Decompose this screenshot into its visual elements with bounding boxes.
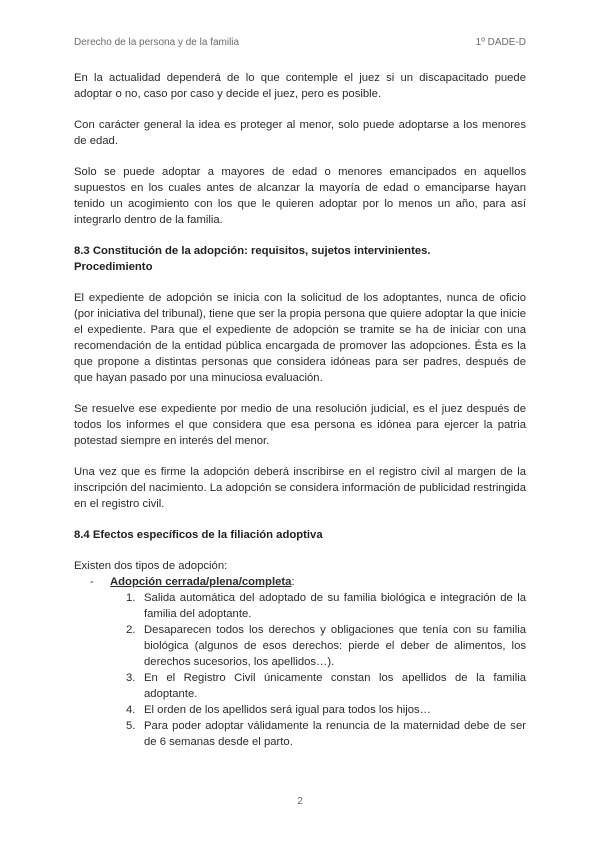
page-header [74, 37, 526, 51]
list-dash: - [90, 576, 94, 588]
numbered-list [74, 590, 526, 750]
list-item-text: Salida automática del adoptado de su familia biológica e integración de la familia del adoptante. [144, 592, 526, 620]
list-item-text: El orden de los apellidos será igual para todos los hijos… [144, 704, 431, 716]
list-colon: : [291, 576, 295, 588]
section-heading-line: 8.3 Constitución de la adopción: requisitos, sujetos intervinientes. [74, 245, 431, 257]
list-heading [74, 574, 526, 590]
page-number: 2 [297, 796, 303, 807]
list-item-number: 1. [126, 592, 136, 604]
list-item-number: 3. [126, 672, 136, 684]
section-heading-line: Procedimiento [74, 261, 153, 273]
list-item [74, 718, 526, 750]
list-item-number: 5. [126, 720, 136, 732]
list-item-number: 4. [126, 704, 136, 716]
list-title: Adopción cerrada/plena/completa [110, 576, 292, 588]
paragraph: El expediente de adopción se inicia con la solicitud de los adoptantes, nunca de oficio (por iniciativa del tribunal), tiene que ser la propia persona que quiere adoptar la que inicie el expediente. Para que el expediente de adopción se tramite se ha de iniciar con una recomendación de la entidad pública encargada de promover las adopciones. Ésta es la que propone a distintas personas que considera idóneas para ser padres, después de que hayan pasado por una minuciosa evaluación. [74, 292, 526, 384]
paragraph: Una vez que es firme la adopción deberá inscribirse en el registro civil al margen de la inscripción del nacimiento. La adopción se considera información de publicidad restringida en el registro civil. [74, 466, 526, 510]
list-item [74, 622, 526, 670]
paragraph: Con carácter general la idea es proteger al menor, solo puede adoptarse a los menores de edad. [74, 119, 526, 147]
section-heading-8-4: 8.4 Efectos específicos de la filiación adoptiva [74, 529, 323, 541]
list-item [74, 670, 526, 702]
list-item-text: Desaparecen todos los derechos y obligaciones que tenía con su familia biológica (algunos de esos derechos: pierde el deber de alimentos, los derechos sucesorios, los apellidos…). [144, 624, 526, 668]
paragraph: Solo se puede adoptar a mayores de edad o menores emancipados en aquellos supuestos en los cuales antes de alcanzar la mayoría de edad o emanciparse hayan tenido un acogimiento con los que le quieren adoptar por lo menos un año, para así integrarlo dentro de la familia. [74, 166, 526, 226]
header-course: 1º DADE-D [475, 37, 526, 48]
list-item-text: Para poder adoptar válidamente la renuncia de la maternidad debe de ser de 6 semanas desde el parto. [144, 720, 526, 748]
list-item [74, 590, 526, 622]
section-heading-8-3 [74, 243, 526, 275]
paragraph: Se resuelve ese expediente por medio de una resolución judicial, es el juez después de todos los informes el que considera que esa persona es idónea para ejercer la patria potestad siempre en interés del menor. [74, 403, 526, 447]
header-title: Derecho de la persona y de la familia [74, 37, 240, 48]
paragraph: Existen dos tipos de adopción: [74, 560, 228, 572]
paragraph: En la actualidad dependerá de lo que contemple el juez si un discapacitado puede adoptar o no, caso por caso y decide el juez, pero es posible. [74, 72, 526, 100]
list-item-text: En el Registro Civil únicamente constan los apellidos de la familia adoptante. [144, 672, 526, 700]
document-body [74, 70, 526, 750]
list-item [74, 702, 526, 718]
list-item-number: 2. [126, 624, 136, 636]
